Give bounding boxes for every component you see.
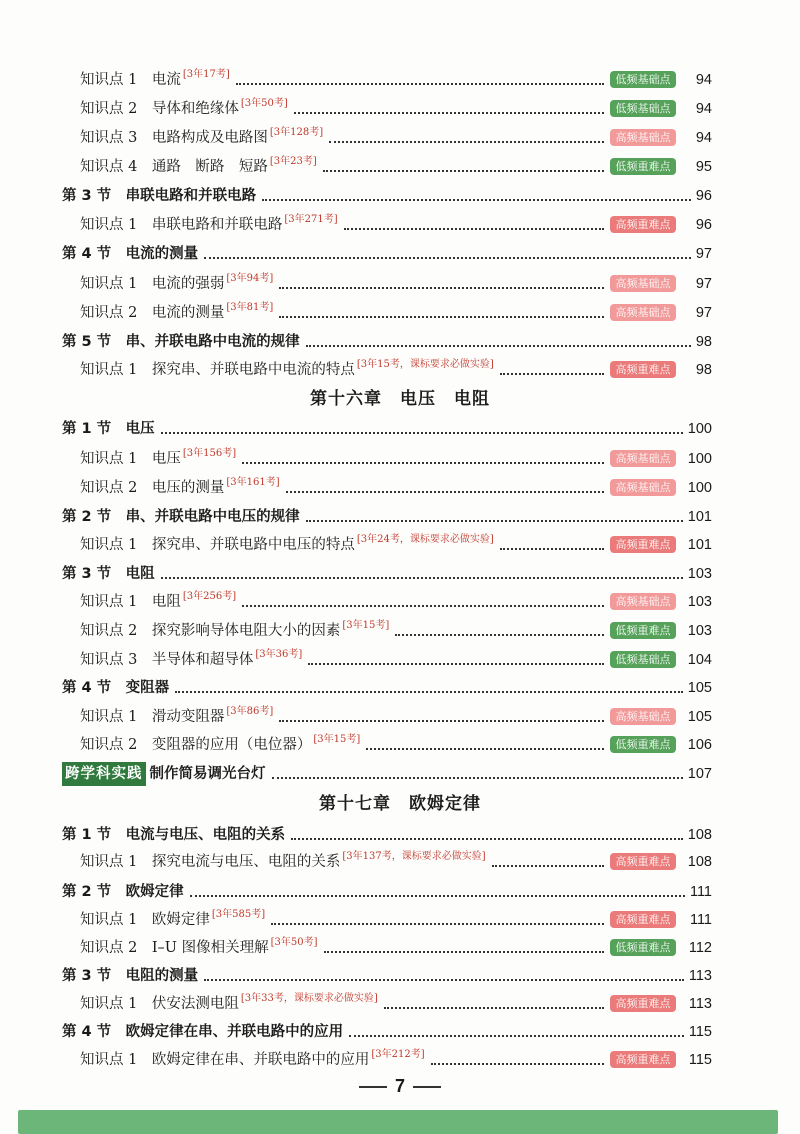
leader-dots [492,865,604,867]
entry-label [62,762,272,786]
toc-knowledge-point[interactable] [0,936,800,960]
entry-label [80,272,279,296]
exam-count-tag: [3年15考] [313,734,361,745]
toc-section[interactable] [0,676,800,700]
toc-knowledge-point[interactable] [0,1048,800,1072]
toc-knowledge-point[interactable] [0,476,800,500]
leader-dots [291,838,683,840]
leader-dots [395,634,604,636]
entry-title: 第 2 节 欧姆定律 [62,884,184,900]
entry-title: 第 1 节 电流与电压、电阻的关系 [62,827,286,843]
entry-title: 知识点 1 串联电路和并联电路 [80,217,283,233]
toc-section[interactable] [0,242,800,266]
entry-label [80,358,500,382]
leader-dots [175,691,683,693]
toc-knowledge-point[interactable] [0,619,800,643]
leader-dots [161,577,683,579]
leader-dots [306,520,683,522]
leader-dots [323,170,604,172]
page-ref: 111 [687,908,712,932]
toc-section[interactable] [0,505,800,529]
page-ref: 94 [693,126,712,150]
entry-title: 知识点 2 变阻器的应用（电位器） [80,737,312,753]
toc-knowledge-point[interactable] [0,272,800,296]
page-ref: 112 [686,936,712,960]
exam-count-tag: [3年585考] [211,909,266,920]
entry-label [80,908,271,932]
leader-dots [279,720,604,722]
page-ref: 105 [685,676,712,700]
leader-dots [272,777,683,779]
page-ref: 97 [693,301,712,325]
frequency-badge: 高频重难点 [610,853,676,870]
entry-label [62,676,175,700]
toc-cross-practice[interactable] [0,762,800,786]
page-ref: 104 [685,648,712,672]
entry-title: 知识点 1 伏安法测电阻 [80,996,239,1012]
entry-title: 知识点 2 探究影响导体电阻大小的因素 [80,623,341,639]
exam-count-tag: [3年212考] [371,1049,425,1060]
page-ref: 96 [693,213,712,237]
toc-knowledge-point[interactable] [0,533,800,557]
leader-dots [349,1035,684,1037]
frequency-badge: 低频基础点 [610,71,676,88]
page-ref: 115 [686,1020,712,1044]
entry-label [80,705,279,729]
entry-label [62,330,306,354]
toc-knowledge-point[interactable] [0,301,800,325]
toc-knowledge-point[interactable] [0,447,800,471]
leader-dots [500,548,604,550]
page-ref: 97 [693,242,712,266]
entry-label [80,992,384,1016]
page-ref: 111 [687,880,712,904]
exam-count-tag: [3年23考] [269,156,317,167]
entry-title: 第 5 节 串、并联电路中电流的规律 [62,334,300,350]
entry-label [80,533,500,557]
leader-dots [236,83,604,85]
entry-label [62,823,291,847]
entry-label [62,417,161,441]
frequency-badge: 高频重难点 [610,216,676,233]
exam-count-tag: [3年15考] [342,620,390,631]
entry-title: 第 4 节 变阻器 [62,680,170,696]
page-ref: 105 [685,705,712,729]
frequency-badge: 高频重难点 [610,361,676,378]
entry-label [80,476,286,500]
exam-count-tag: [3年15考，课标要求必做实验] [356,359,494,370]
toc-knowledge-point[interactable] [0,213,800,237]
entry-title: 知识点 1 探究电流与电压、电阻的关系 [80,854,341,870]
entry-label [80,68,236,92]
toc-knowledge-point[interactable] [0,733,800,757]
leader-dots [344,228,604,230]
toc-knowledge-point[interactable] [0,992,800,1016]
entry-label [80,97,294,121]
entry-title: 第 1 节 电压 [62,421,155,437]
entry-title: 知识点 2 电流的测量 [80,305,225,321]
page-ref: 107 [685,762,712,786]
leader-dots [271,923,604,925]
page-ref: 106 [685,733,712,757]
page-ref: 103 [685,562,712,586]
page-ref: 100 [685,417,712,441]
entry-title: 知识点 1 滑动变阻器 [80,709,225,725]
frequency-badge: 高频基础点 [610,129,676,146]
frequency-badge: 高频基础点 [610,479,676,496]
page-ref: 96 [693,184,712,208]
toc-knowledge-point[interactable] [0,705,800,729]
entry-title: 知识点 3 电路构成及电路图 [80,130,268,146]
page-ref: 115 [686,1048,712,1072]
entry-label [80,590,242,614]
toc-section[interactable] [0,1020,800,1044]
page-number [0,1076,800,1097]
exam-count-tag: [3年271考] [284,214,338,225]
frequency-badge: 高频基础点 [610,593,676,610]
entry-label [62,505,306,529]
entry-title: 知识点 1 欧姆定律 [80,912,210,928]
entry-label [80,850,492,874]
exam-count-tag: [3年24考，课标要求必做实验] [356,534,494,545]
page-ref: 101 [685,505,712,529]
cross-discipline-badge: 跨学科实践 [62,762,146,786]
frequency-badge: 高频基础点 [610,304,676,321]
toc-section[interactable] [0,880,800,904]
leader-dots [190,895,685,897]
page-ref: 100 [685,476,712,500]
entry-label [80,213,344,237]
leader-dots [431,1063,604,1065]
exam-count-tag: [3年33考，课标要求必做实验] [240,993,378,1004]
toc-section[interactable] [0,417,800,441]
toc-knowledge-point[interactable] [0,850,800,874]
exam-count-tag: [3年17考] [182,69,230,80]
page-ref: 94 [693,68,712,92]
page-ref: 95 [693,155,712,179]
entry-title: 知识点 1 探究串、并联电路中电流的特点 [80,362,355,378]
toc-knowledge-point[interactable] [0,648,800,672]
exam-count-tag: [3年156考] [182,448,237,459]
page-ref: 98 [693,358,712,382]
toc-knowledge-point[interactable] [0,908,800,932]
entry-title: 知识点 1 电阻 [80,594,181,610]
frequency-badge: 高频重难点 [610,1051,676,1068]
toc-section[interactable] [0,823,800,847]
toc-section[interactable] [0,964,800,988]
toc-knowledge-point[interactable] [0,358,800,382]
page-ref: 97 [693,272,712,296]
exam-count-tag: [3年256考] [182,591,237,602]
leader-dots [306,345,691,347]
entry-title: 第 3 节 串联电路和并联电路 [62,188,257,204]
entry-title: 知识点 2 I–U 图像相关理解 [80,940,269,956]
leader-dots [262,199,691,201]
entry-label [80,648,308,672]
frequency-badge: 高频基础点 [610,275,676,292]
entry-label [80,1048,431,1072]
entry-title: 第 4 节 电流的测量 [62,246,199,262]
leader-dots [384,1007,604,1009]
leader-dots [242,605,604,607]
entry-label [62,964,204,988]
entry-label [80,126,329,150]
frequency-badge: 高频重难点 [610,911,676,928]
leader-dots [204,257,691,259]
page-ref: 101 [685,533,712,557]
leader-dots [329,141,604,143]
leader-dots [204,979,684,981]
entry-label [80,447,242,471]
entry-label [62,1020,349,1044]
entry-title: 知识点 4 通路 断路 短路 [80,159,268,175]
page-ref: 108 [685,823,712,847]
leader-dots [286,491,604,493]
entry-label [80,155,323,179]
toc-section[interactable] [0,184,800,208]
leader-dots [366,748,604,750]
entry-label [80,619,395,643]
exam-count-tag: [3年137考，课标要求必做实验] [342,851,486,862]
exam-count-tag: [3年50考] [240,98,288,109]
toc-knowledge-point[interactable] [0,155,800,179]
toc-knowledge-point[interactable] [0,97,800,121]
page-ref: 113 [686,964,712,988]
entry-title: 知识点 1 探究串、并联电路中电压的特点 [80,537,355,553]
entry-title: 第 2 节 串、并联电路中电压的规律 [62,509,300,525]
entry-label [62,880,190,904]
leader-dots [279,287,604,289]
entry-title: 知识点 3 半导体和超导体 [80,652,254,668]
entry-title: 知识点 1 电压 [80,451,181,467]
toc-section[interactable] [0,562,800,586]
leader-dots [242,462,604,464]
frequency-badge: 低频基础点 [610,651,676,668]
entry-title: 知识点 1 电流的强弱 [80,276,225,292]
leader-dots [308,663,604,665]
entry-title: 制作简易调光台灯 [149,766,266,782]
page-number-value: 7 [394,1076,405,1096]
frequency-badge: 低频重难点 [610,622,676,639]
page-ref: 108 [685,850,712,874]
exam-count-tag: [3年50考] [270,937,318,948]
leader-dots [161,432,683,434]
frequency-badge: 低频基础点 [610,100,676,117]
leader-dots [279,316,604,318]
toc-knowledge-point[interactable] [0,68,800,92]
entry-label [80,733,366,757]
chapter-title: 第十七章 欧姆定律 [319,794,481,814]
exam-count-tag: [3年128考] [269,127,324,138]
exam-count-tag: [3年94考] [226,273,274,284]
leader-dots [324,951,604,953]
leader-dots [500,373,604,375]
entry-label [62,242,204,266]
chapter-title: 第十六章 电压 电阻 [310,389,490,409]
page-ref: 103 [685,590,712,614]
frequency-badge: 低频重难点 [610,158,676,175]
frequency-badge: 低频重难点 [610,939,676,956]
toc-section[interactable] [0,330,800,354]
page-number-dash-left [359,1086,387,1088]
exam-count-tag: [3年36考] [255,649,303,660]
exam-count-tag: [3年81考] [226,302,274,313]
frequency-badge: 高频基础点 [610,708,676,725]
green-footer-band [18,1110,778,1134]
entry-title: 知识点 1 欧姆定律在串、并联电路中的应用 [80,1052,370,1068]
entry-title: 知识点 2 电压的测量 [80,480,225,496]
entry-title: 知识点 1 电流 [80,72,181,88]
page-ref: 103 [685,619,712,643]
exam-count-tag: [3年161考] [226,477,280,488]
entry-title: 知识点 2 导体和绝缘体 [80,101,239,117]
entry-title: 第 3 节 电阻的测量 [62,968,199,984]
page-ref: 94 [693,97,712,121]
frequency-badge: 高频重难点 [610,536,676,553]
entry-label [80,936,324,960]
frequency-badge: 高频基础点 [610,450,676,467]
page-ref: 113 [686,992,712,1016]
toc-knowledge-point[interactable] [0,590,800,614]
entry-title: 第 3 节 电阻 [62,566,155,582]
entry-label [80,301,279,325]
entry-title: 第 4 节 欧姆定律在串、并联电路中的应用 [62,1024,344,1040]
toc-knowledge-point[interactable] [0,126,800,150]
entry-label [62,562,161,586]
frequency-badge: 低频重难点 [610,736,676,753]
page-number-dash-right [413,1086,441,1088]
entry-label [62,184,262,208]
exam-count-tag: [3年86考] [226,706,274,717]
page-ref: 98 [693,330,712,354]
frequency-badge: 高频重难点 [610,995,676,1012]
leader-dots [294,112,604,114]
page-ref: 100 [685,447,712,471]
